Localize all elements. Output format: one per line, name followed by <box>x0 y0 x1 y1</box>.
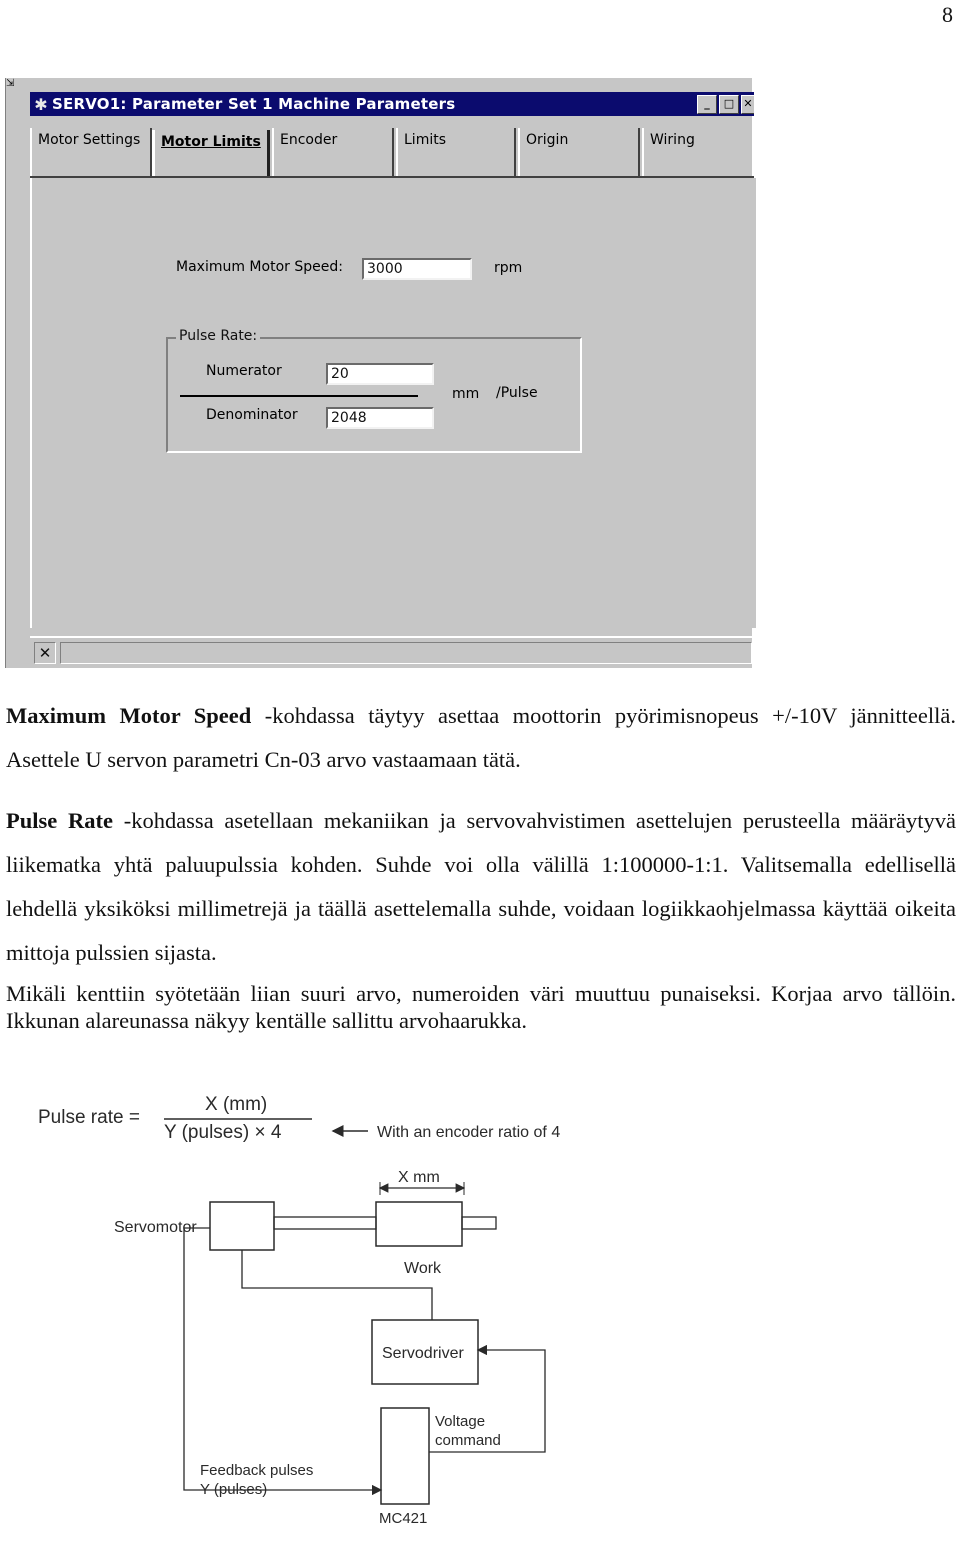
max-motor-speed-input[interactable]: 3000 <box>362 258 472 280</box>
fraction-line <box>180 395 418 397</box>
minimize-button[interactable]: _ <box>697 95 717 114</box>
pulse-rate-unit-mm: mm <box>452 386 480 402</box>
resize-grip-icon: ⇲ <box>6 78 15 89</box>
work-box <box>376 1202 462 1246</box>
tab-encoder[interactable]: Encoder <box>272 128 394 176</box>
formula-numerator: X (mm) <box>205 1094 268 1115</box>
formula-denominator: Y (pulses) × 4 <box>164 1122 282 1143</box>
motor-limits-panel <box>30 178 756 628</box>
window-title: SERVO1: Parameter Set 1 Machine Parameters <box>52 95 456 113</box>
term-max-motor-speed: Maximum Motor Speed <box>6 703 252 728</box>
paragraph-pulse-rate <box>6 799 956 975</box>
servomotor-label: Servomotor <box>114 1219 197 1236</box>
encoder-note: With an encoder ratio of 4 <box>377 1124 561 1141</box>
tab-strip <box>30 122 754 178</box>
paragraph-pulse-rate-text: -kohdassa asetellaan mekaniikan ja servovahvistimen asettelujen perusteella määräytyvä liikematka yhtä paluupulssia kohden. Suhde voi olla välillä 1:100000-1:1. Valitsemalla edellisellä lehdellä yksiköksi millimetrejä ja täällä asettelemalla suhde, voidaan logiikkaohjelmassa käyttää oikeita mittoja pulssien sijasta. <box>6 808 956 965</box>
x-mm-label: X mm <box>398 1169 440 1186</box>
term-pulse-rate: Pulse Rate <box>6 808 113 833</box>
servodriver-label: Servodriver <box>382 1345 464 1362</box>
controller-box <box>381 1408 429 1504</box>
numerator-input[interactable]: 20 <box>326 363 434 385</box>
controller-label: MC421 <box>379 1510 428 1527</box>
work-shaft <box>462 1217 496 1229</box>
paragraph-max-speed <box>6 694 956 782</box>
denominator-label: Denominator <box>206 407 298 423</box>
tab-limits[interactable]: Limits <box>396 128 516 176</box>
voltage-label-2: command <box>435 1432 501 1449</box>
max-motor-speed-label: Maximum Motor Speed: <box>176 259 343 275</box>
paragraph-max-speed-text: -kohdassa täytyy asettaa moottorin pyörimisnopeus +/-10V jännitteellä. Asettele U servon parametri Cn-03 arvo vastaamaan tätä. <box>6 703 956 772</box>
numerator-label: Numerator <box>206 363 282 379</box>
window-titlebar[interactable] <box>30 92 754 116</box>
servomotor-box <box>210 1202 274 1250</box>
motor-shaft <box>274 1217 376 1229</box>
parameter-window-screenshot <box>5 78 752 668</box>
page-number: 8 <box>942 2 953 27</box>
feedback-label-2: Y (pulses) <box>200 1481 268 1498</box>
status-range-field <box>60 642 752 664</box>
maximize-button[interactable]: □ <box>719 95 739 114</box>
feedback-label-1: Feedback pulses <box>200 1462 314 1479</box>
close-button[interactable]: ✕ <box>741 95 754 114</box>
work-label: Work <box>404 1260 442 1277</box>
paragraph-value-range: Mikäli kenttiin syötetään liian suuri arvo, numeroiden väri muuttuu punaiseksi. Korjaa arvo tällöin. Ikkunan alareunassa näkyy kentälle sallittu arvohaarukka. <box>6 981 956 1033</box>
status-bar <box>30 636 754 668</box>
denominator-input[interactable]: 2048 <box>326 407 434 429</box>
status-close-icon[interactable]: ✕ <box>34 642 56 664</box>
pulse-rate-unit-pulse: /Pulse <box>496 385 538 401</box>
voltage-label-1: Voltage <box>435 1413 486 1430</box>
window-app-icon[interactable]: ✱ <box>34 94 48 114</box>
formula-lhs: Pulse rate = <box>38 1107 140 1128</box>
pulse-rate-group <box>166 328 582 453</box>
tab-motor-limits[interactable]: Motor Limits <box>152 130 270 178</box>
feedback-pulses-line <box>184 1228 381 1490</box>
tab-origin[interactable]: Origin <box>518 128 640 176</box>
pulse-rate-diagram <box>0 1080 620 1550</box>
max-motor-speed-unit: rpm <box>494 260 523 276</box>
pulse-rate-title: Pulse Rate: <box>176 328 260 344</box>
tab-wiring[interactable]: Wiring <box>642 128 754 176</box>
tab-motor-settings[interactable]: Motor Settings <box>30 128 152 176</box>
